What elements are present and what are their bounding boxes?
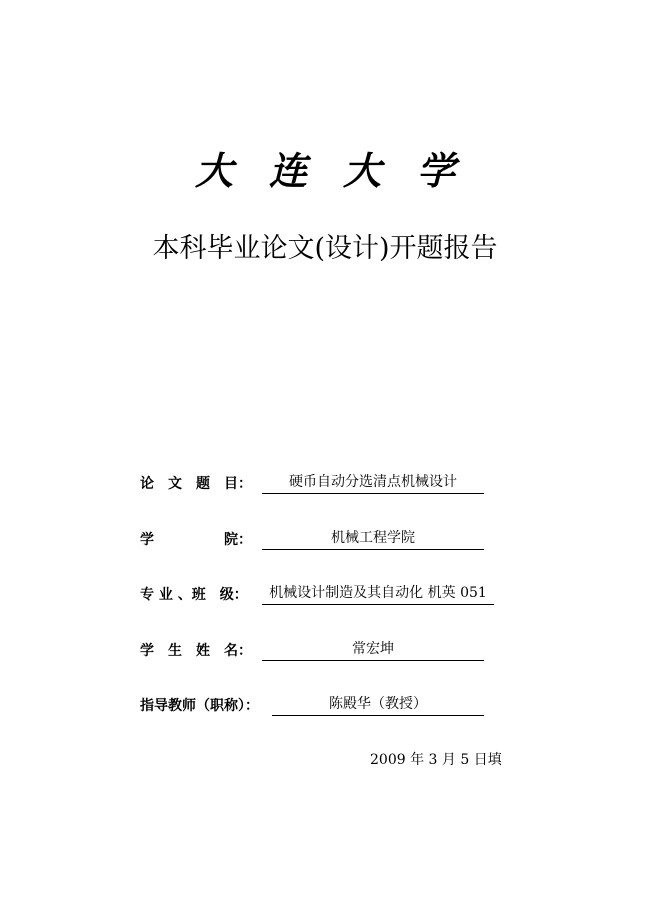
field-label: 指导教师（职称）：: [140, 698, 259, 714]
field-label: 学 院：: [140, 532, 252, 548]
thesis-title-value: 硬币自动分选清点机械设计: [262, 473, 484, 494]
field-label: 专 业 、班 级：: [140, 587, 248, 603]
date-filled: 2009 年 3 月 5 日填: [370, 752, 502, 768]
student-name-value: 常宏坤: [262, 640, 484, 661]
college-value: 机械工程学院: [262, 529, 484, 550]
field-label: 论 文 题 目：: [140, 476, 252, 492]
advisor-value: 陈殿华（教授）: [272, 695, 484, 716]
report-title: 本科毕业论文(设计)开题报告: [152, 233, 498, 264]
major-class-value: 机械设计制造及其自动化 机英 051: [262, 584, 494, 605]
field-label: 学 生 姓 名：: [140, 643, 252, 659]
university-name: 大连大学: [194, 148, 491, 193]
